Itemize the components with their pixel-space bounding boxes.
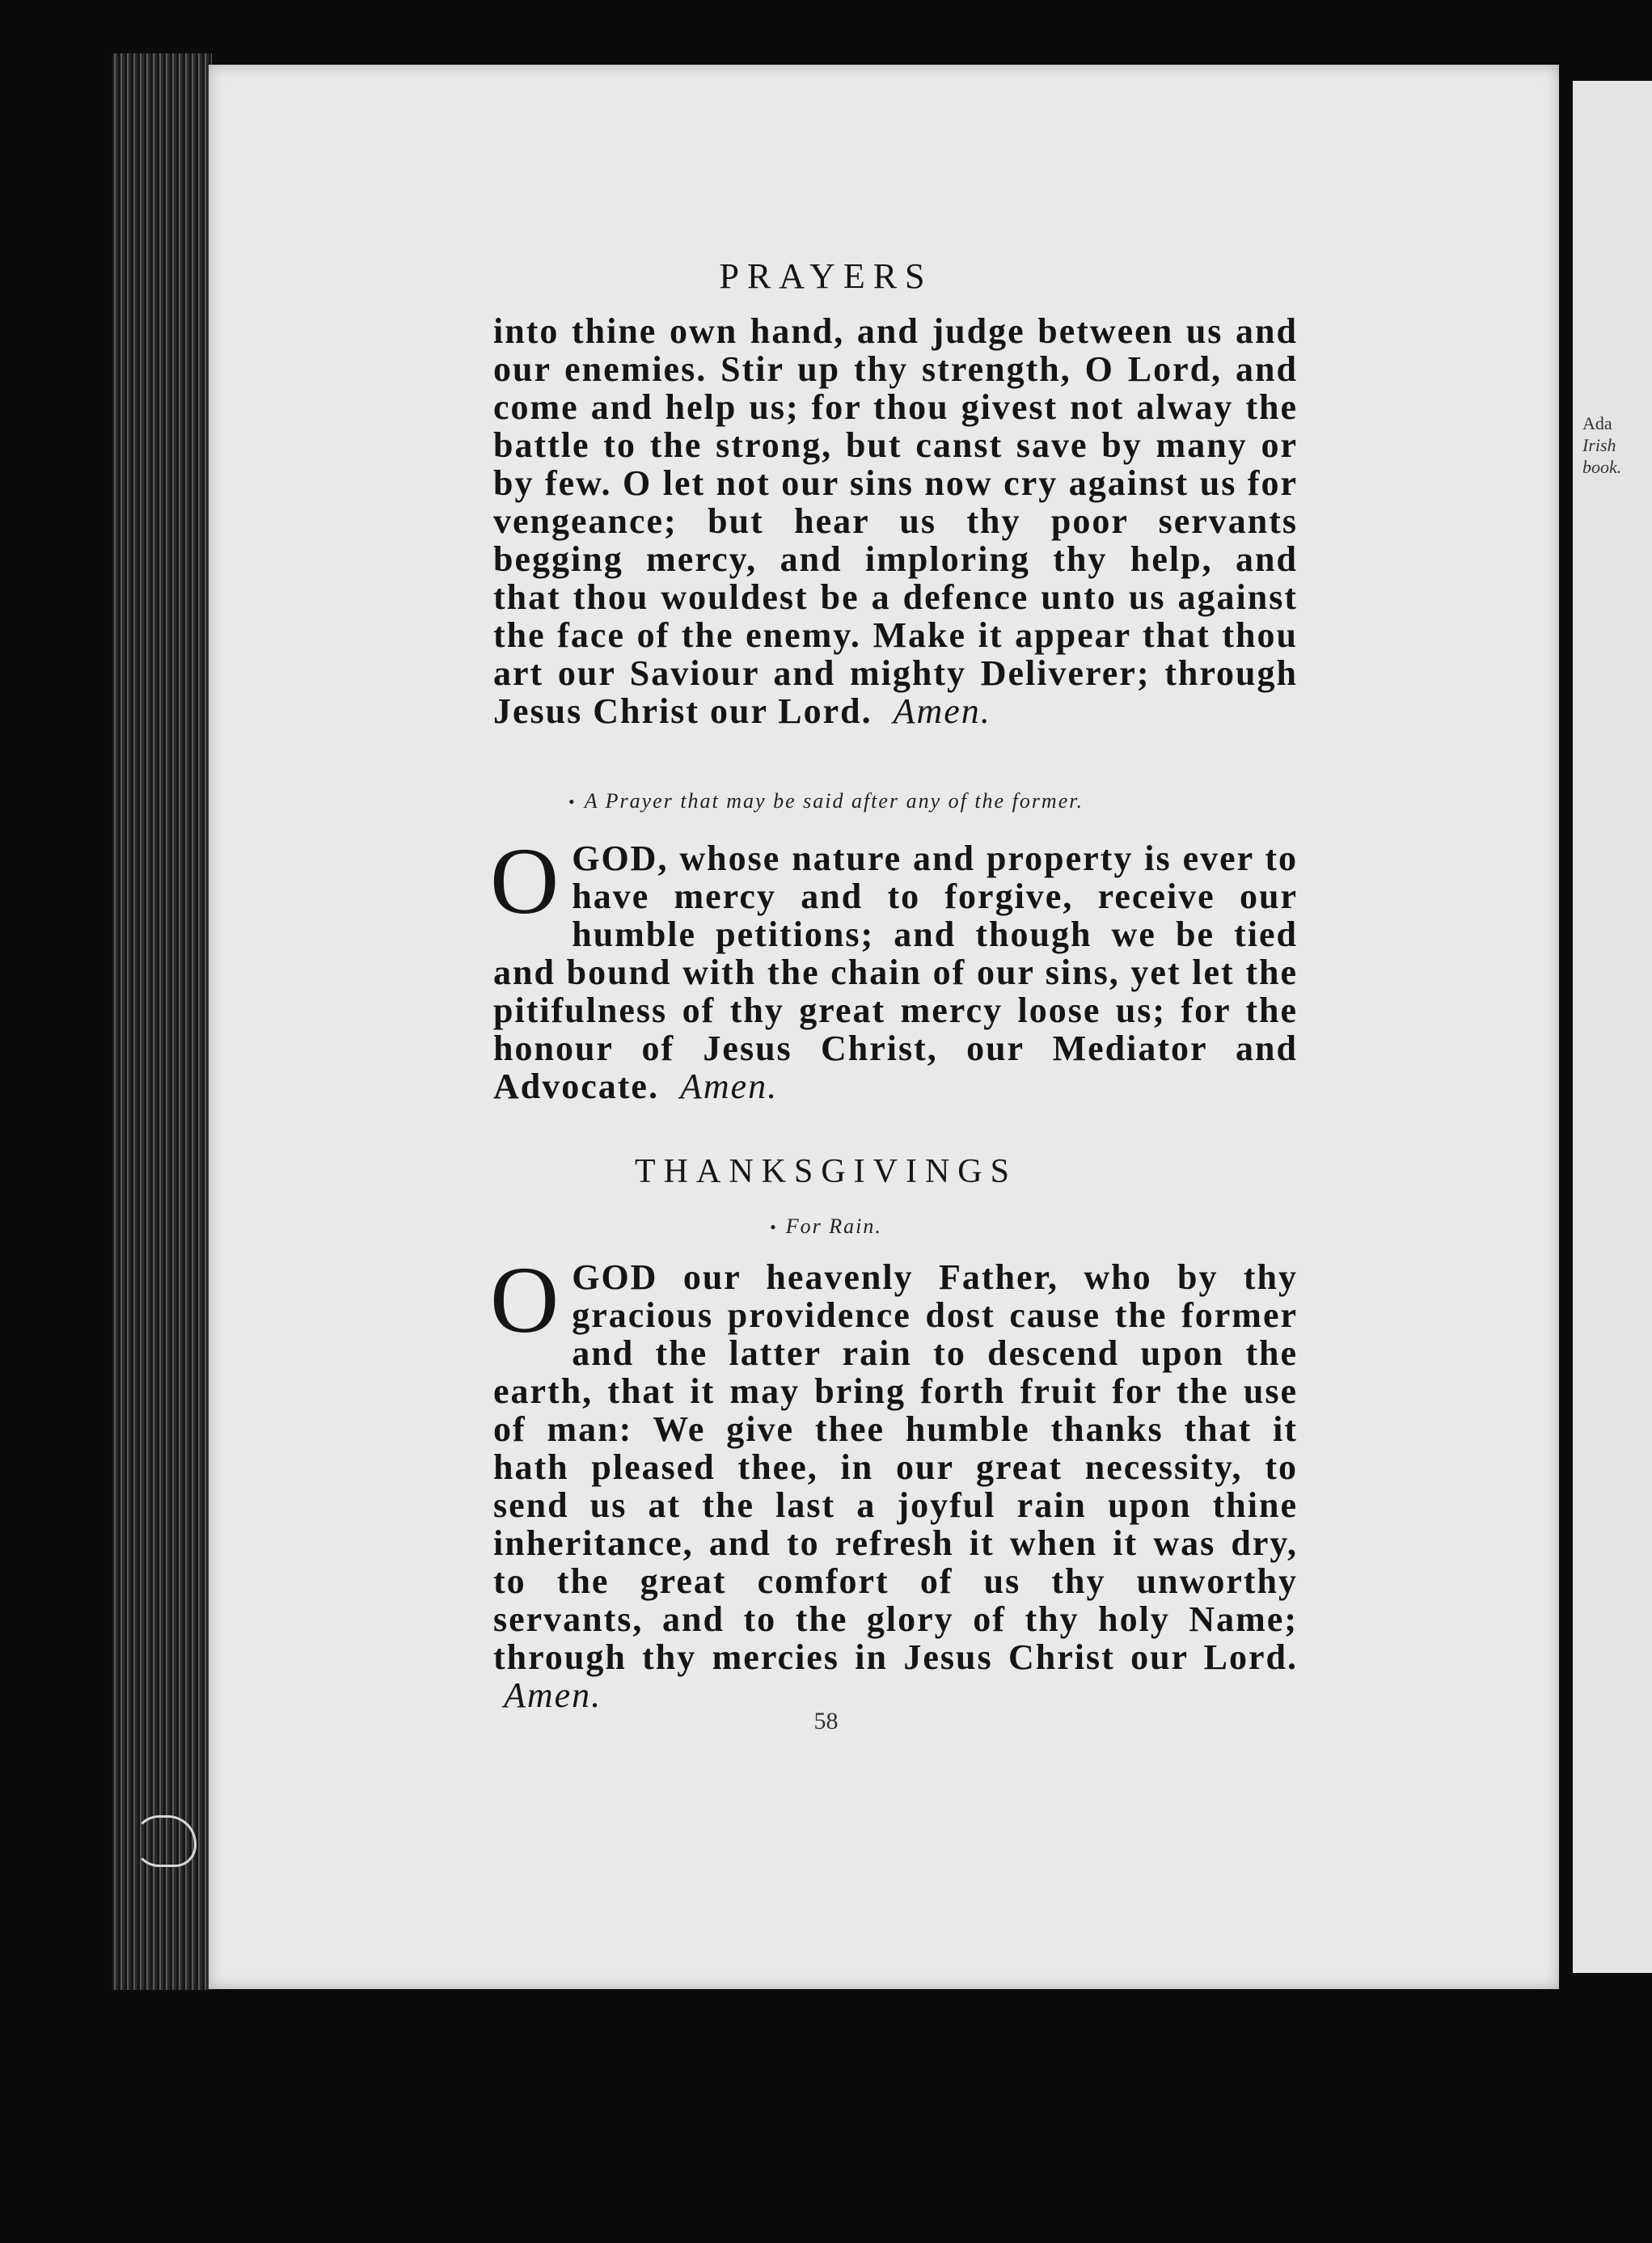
book-page-edges	[112, 53, 212, 1990]
margin-note	[1582, 412, 1652, 478]
continued-prayer	[493, 312, 1298, 730]
scan-artifact	[133, 1815, 196, 1867]
amen: Amen.	[893, 691, 991, 731]
rubric	[0, 1214, 1652, 1239]
prayer-text: GOD our heavenly Father, who by thy gracious providence dost cause the former and the latter rain to descend upon the earth, that it may bring forth fruit for the use of man: We give thee humble thanks that it hath pleased thee, in our great necessity, to send us at the last a joyful rain upon thine inheritance, and to refresh it when it was dry, to the great comfort of us thy unworthy servants, and to the glory of thy holy Name; through thy mercies in Jesus Christ our Lord.	[493, 1257, 1298, 1677]
thanksgiving-rain	[490, 1247, 1298, 1715]
amen: Amen.	[679, 1067, 779, 1106]
rubric-text: For Rain.	[785, 1214, 882, 1238]
section-heading: THANKSGIVINGS	[635, 1153, 1017, 1190]
margin-note-line: book.	[1582, 457, 1622, 477]
margin-note-line: Irish	[1582, 435, 1616, 455]
drop-cap: O	[490, 828, 561, 934]
amen: Amen.	[504, 1675, 602, 1715]
rubric	[0, 789, 1652, 813]
running-head: PRAYERS	[719, 256, 933, 296]
rubric-bullet: •	[568, 792, 577, 812]
prayer-text: into thine own hand, and judge between us and our enemies. Stir up thy strength, O Lord, and come and help us; for thou givest not alway the battle to the strong, but canst save by many or by few. O let not our sins now cry against us for vengeance; but hear us thy poor servants begging mercy, and imploring thy help, and that thou wouldest be a defence unto us against the face of the enemy. Make it appear that thou art our Saviour and mighty Deliverer; through Jesus Christ our Lord.	[493, 311, 1298, 731]
rubric-text: A Prayer that may be said after any of the former.	[584, 789, 1084, 813]
prayer-text: GOD, whose nature and property is ever to have mercy and to forgive, receive our humble petitions; and though we be tied and bound with the chain of our sins, yet let the pitifulness of thy great mercy loose us; for the honour of Jesus Christ, our Mediator and Advocate.	[493, 838, 1298, 1106]
facing-page	[1573, 81, 1652, 1973]
margin-note-line: Ada	[1582, 413, 1612, 433]
rubric-bullet: •	[770, 1217, 778, 1237]
drop-cap: O	[490, 1247, 561, 1353]
prayer-mercy	[490, 828, 1298, 1106]
page-number: 58	[813, 1708, 839, 1734]
